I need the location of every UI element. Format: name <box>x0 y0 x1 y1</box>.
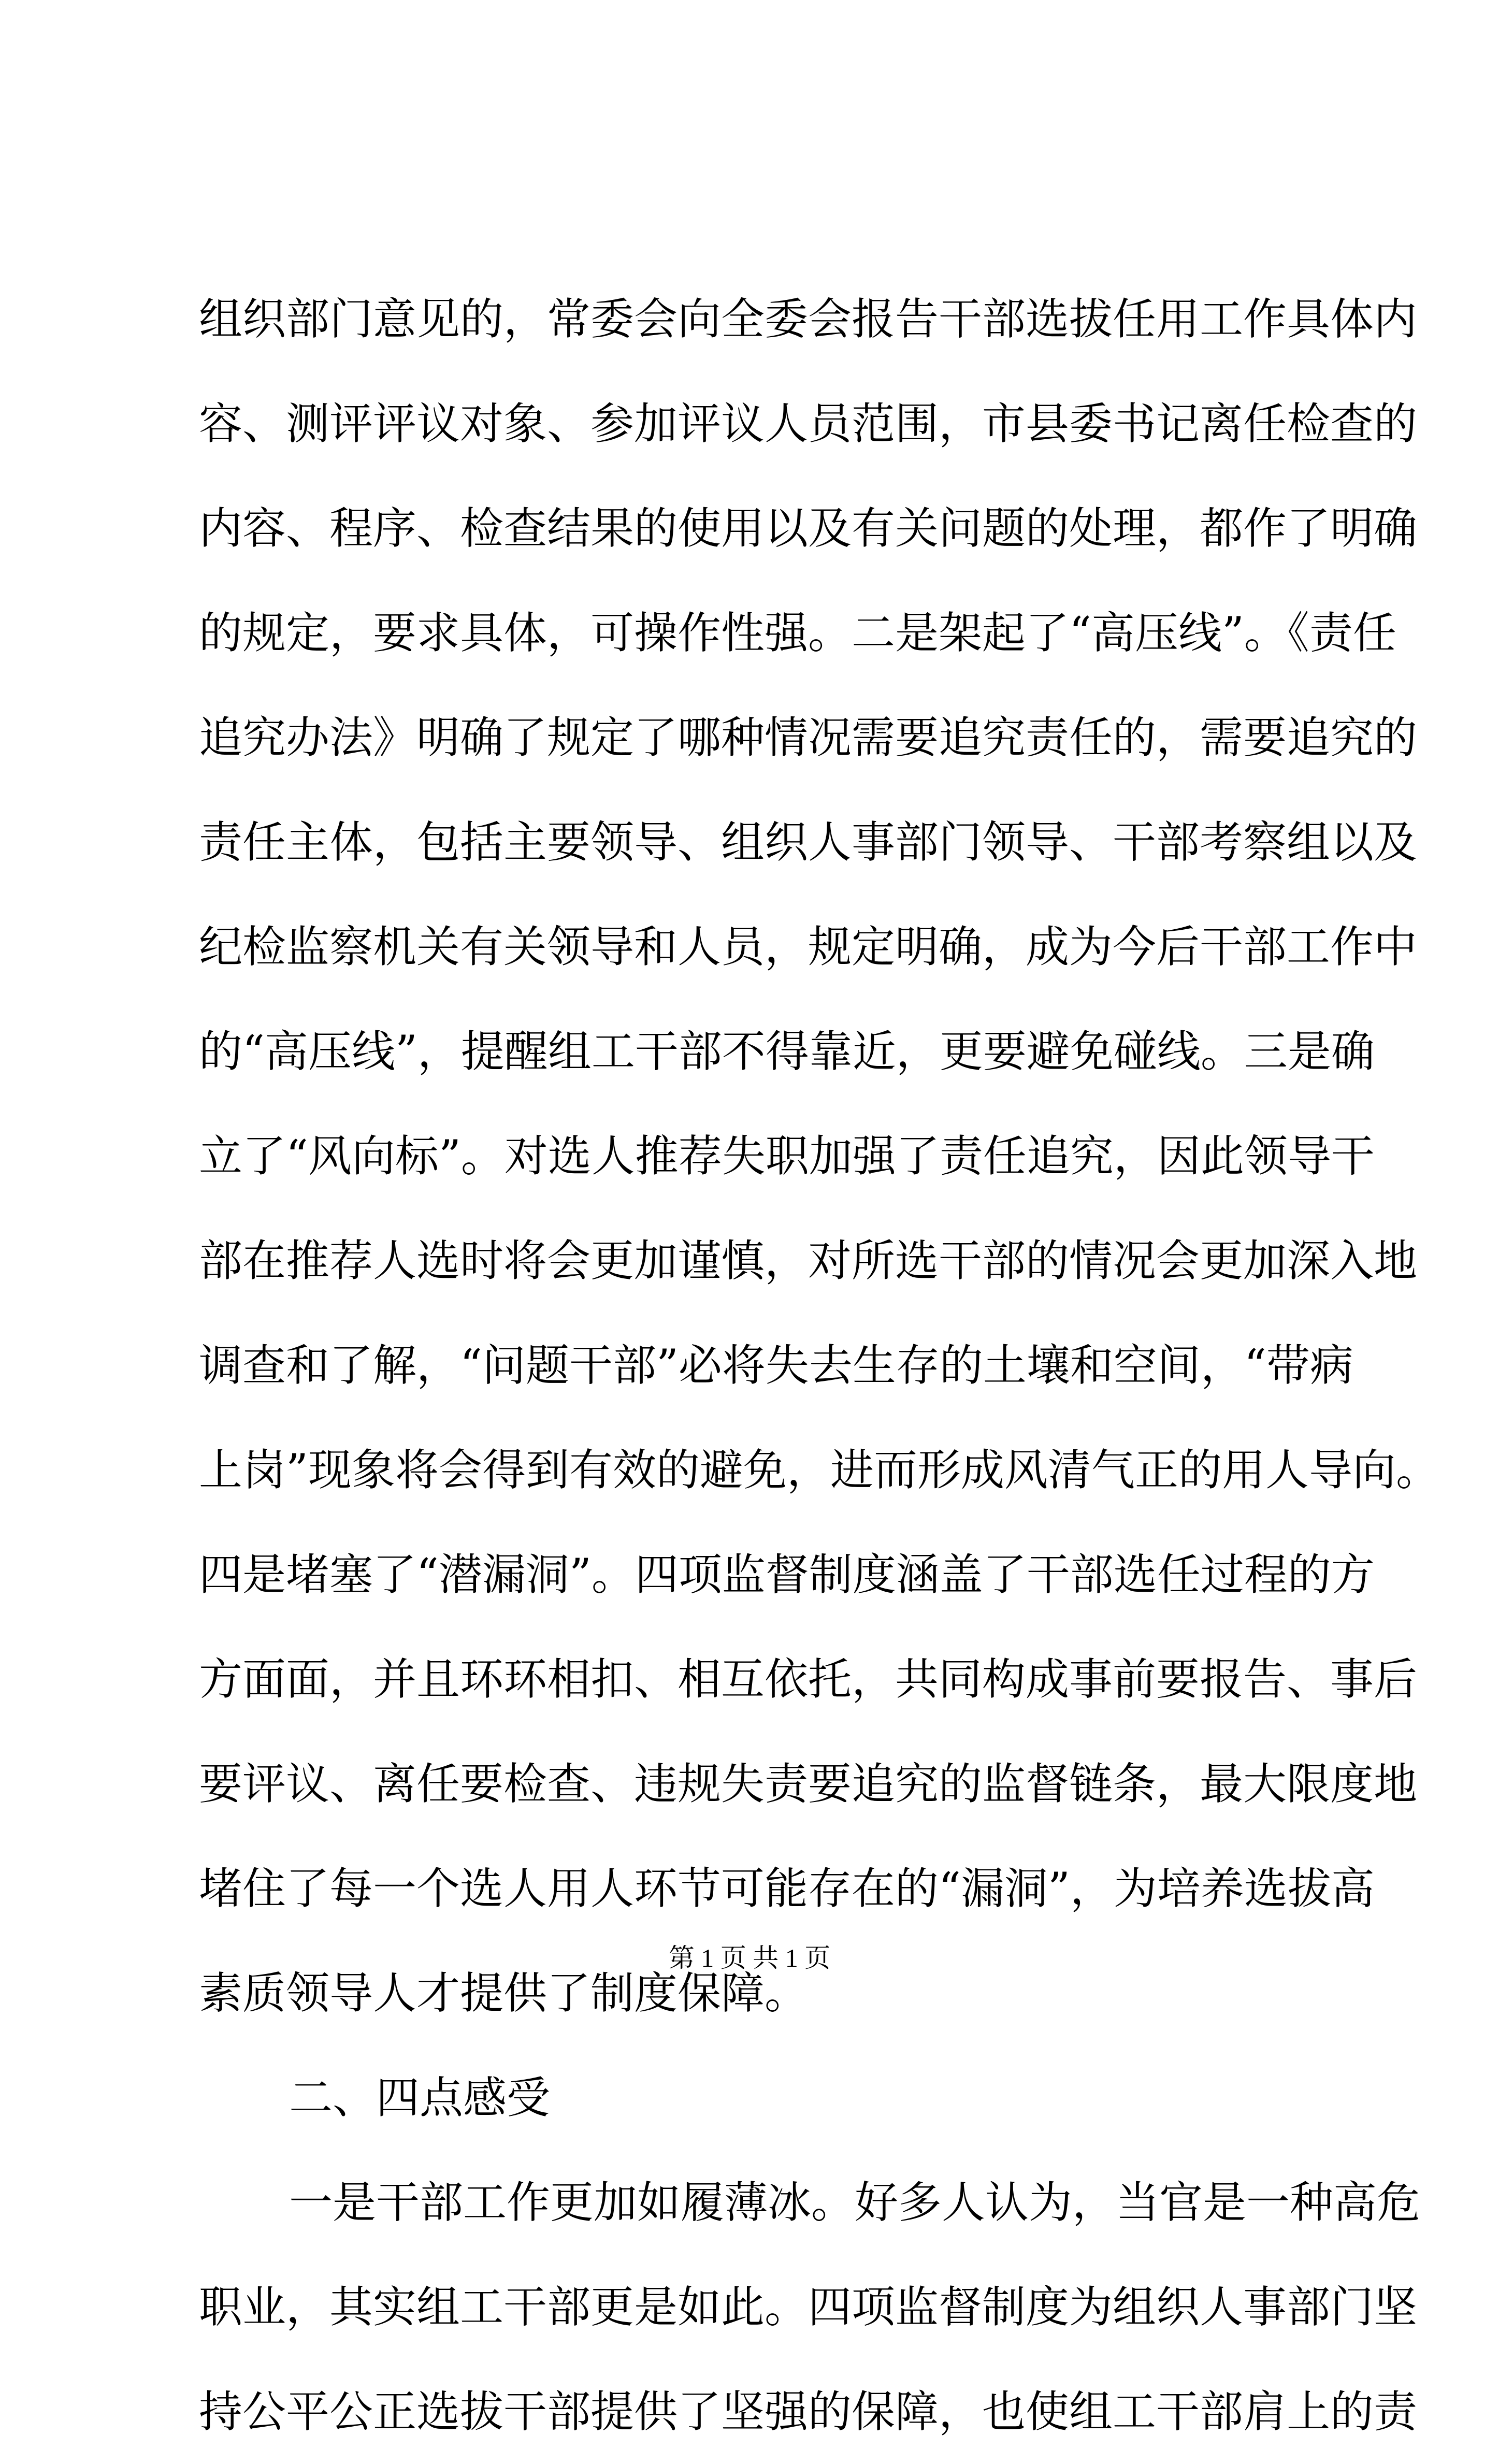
text-line: 一是干部工作更加如履薄冰。好多人认为，当官是一种高危 <box>289 2177 1421 2228</box>
text-line: 职业，其实组工干部更是如此。四项监督制度为组织人事部门坚 <box>199 2282 1418 2332</box>
text-line: 方面面，并且环环相扣、相互依托，共同构成事前要报告、事后 <box>199 1654 1418 1705</box>
text-line: 追究办法》明确了规定了哪种情况需要追究责任的，需要追究的 <box>199 712 1418 763</box>
text-line: 要评议、离任要检查、违规失责要追究的监督链条，最大限度地 <box>199 1759 1418 1809</box>
text-line: 的规定，要求具体，可操作性强。二是架起了“高压线”。《责任 <box>199 608 1396 658</box>
text-line: 持公平公正选拔干部提供了坚强的保障，也使组工干部肩上的责 <box>199 2386 1418 2437</box>
body-text <box>199 267 1439 2464</box>
section-heading: 二、四点感受 <box>289 2072 551 2123</box>
text-line: 部在推荐人选时将会更加谨慎，对所选干部的情况会更加深入地 <box>199 1235 1418 1286</box>
text-line: 责任主体，包括主要领导、组织人事部门领导、干部考察组以及 <box>199 817 1418 868</box>
text-line: 纪检监察机关有关领导和人员，规定明确，成为今后干部工作中 <box>199 921 1418 972</box>
page-footer: 第 1 页 共 1 页 <box>668 1943 831 1972</box>
text-line: 上岗”现象将会得到有效的避免，进而形成风清气正的用人导向。 <box>199 1445 1439 1495</box>
text-line: 堵住了每一个选人用人环节可能存在的“漏洞”，为培养选拔高 <box>199 1863 1375 1914</box>
text-line: 调查和了解，“问题干部”必将失去生存的土壤和空间，“带病 <box>199 1340 1353 1391</box>
text-line: 组织部门意见的，常委会向全委会报告干部选拔任用工作具体内 <box>199 294 1418 344</box>
text-line: 的“高压线”，提醒组工干部不得靠近，更要避免碰线。三是确 <box>199 1026 1375 1077</box>
text-line: 内容、程序、检查结果的使用以及有关问题的处理，都作了明确 <box>199 503 1418 554</box>
text-line: 四是堵塞了“潜漏洞”。四项监督制度涵盖了干部选任过程的方 <box>199 1549 1375 1600</box>
text-line: 素质领导人才提供了制度保障。 <box>199 1968 809 2019</box>
text-line: 容、测评评议对象、参加评议人员范围，市县委书记离任检查的 <box>199 398 1418 449</box>
text-line: 立了“风向标”。对选人推荐失职加强了责任追究，因此领导干 <box>199 1131 1375 1181</box>
